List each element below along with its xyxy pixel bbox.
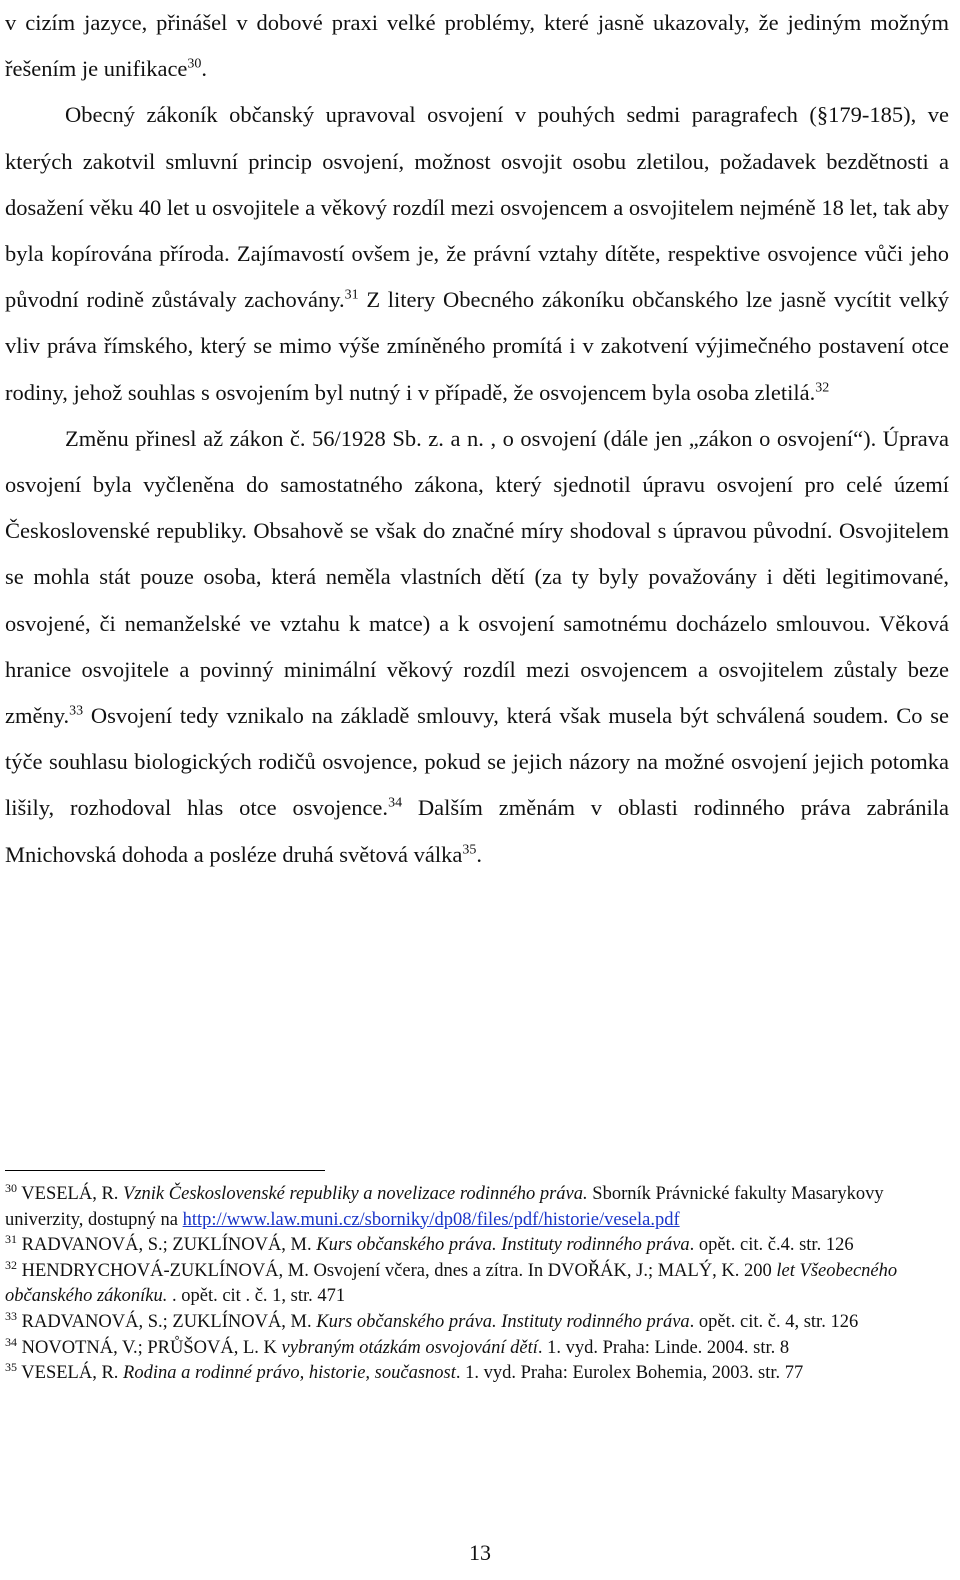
- footnote-text: . 1. vyd. Praha: Eurolex Bohemia, 2003. str. 77: [455, 1363, 804, 1384]
- footnote-ref-33[interactable]: 33: [69, 703, 84, 719]
- footnote-34: [5, 1336, 945, 1362]
- footnote-ref-34[interactable]: 34: [388, 795, 403, 811]
- footnote-number: 35: [5, 1360, 17, 1374]
- paragraph-1: [5, 0, 949, 92]
- footnote-title: Kurs občanského práva. Instituty rodinného práva: [316, 1311, 690, 1332]
- footnote-separator: [5, 1170, 325, 1171]
- footnote-number: 33: [5, 1308, 17, 1323]
- footnote-title: Kurs občanského práva. Instituty rodinného práva: [316, 1235, 690, 1256]
- footnote-35: [5, 1361, 945, 1387]
- footnote-title: vybraným otázkám osvojování dětí: [281, 1337, 538, 1358]
- paragraph-text: .: [201, 56, 208, 82]
- footnote-title: Vznik Československé republiky a novelizace rodinného práva.: [123, 1184, 588, 1204]
- footnote-ref-30[interactable]: 30: [187, 56, 202, 72]
- footnote-number: 31: [5, 1232, 17, 1247]
- footnote-text: . 1. vyd. Praha: Linde. 2004. str. 8: [537, 1337, 790, 1358]
- paragraph-3: [5, 416, 949, 878]
- footnotes: [5, 1182, 945, 1387]
- footnote-ref-31[interactable]: 31: [344, 287, 359, 303]
- footnote-ref-35[interactable]: 35: [462, 842, 477, 858]
- footnote-32: [5, 1259, 945, 1310]
- footnote-text: HENDRYCHOVÁ-ZUKLÍNOVÁ, M. Osvojení včera, dnes a zítra. In DVOŘÁK, J.; MALÝ, K. 200: [17, 1260, 777, 1281]
- footnote-text: . opět. cit . č. 1, str. 471: [167, 1286, 346, 1307]
- footnote-text: . opět. cit. č.4. str. 126: [689, 1235, 854, 1256]
- paragraph-text: Dalším změnám v oblasti rodinného práva zabránila Mnichovská dohoda a posléze druhá světová válka: [5, 795, 950, 867]
- footnote-30: [5, 1182, 945, 1233]
- footnote-author: RADVANOVÁ, S.; ZUKLÍNOVÁ, M.: [17, 1311, 317, 1332]
- paragraph-text: Z litery Obecného zákoníku občanského lze jasně vycítit velký vliv práva římského, který se mimo výše zmíněného promítá i v zakotvení výjimečného postavení otce rodiny, jehož souhlas s osvojením byl nutný i v případě, že osvojencem byla osoba zletilá.: [5, 287, 949, 405]
- footnote-number: 30: [5, 1180, 17, 1195]
- footnote-author: NOVOTNÁ, V.; PRŮŠOVÁ, L. K: [17, 1337, 282, 1358]
- paragraph-text: Změnu přinesl až zákon č. 56/1928 Sb. z. a n. , o osvojení (dále jen „zákon o osvojení“). Úprava osvojení byla vyčleněna do samostatného zákona, který sjednotil úpravu osvojení pro celé území Československé republiky. Obsahově se však do značné míry shodoval s úpravou původní. Osvojitelem se mohla stát pouze osoba, která neměla vlastních dětí (za ty byly považovány i děti legitimované, osvojené, či nemanželské ve vztahu k matce) a k osvojení samotnému docházelo smlouvou. Věková hranice osvojitele a povinný minimální věkový rozdíl mezi osvojencem a osvojitelem zůstaly beze změny.: [5, 425, 949, 729]
- paragraph-text: .: [476, 841, 482, 867]
- footnote-title: let Všeobecného občanského zákoníku.: [5, 1260, 898, 1307]
- footnote-author: VESELÁ, R.: [17, 1363, 124, 1384]
- paragraph-text: v cizím jazyce, přinášel v dobové praxi velké problémy, které jasně ukazovaly, že jediným možným řešením je unifikace: [5, 10, 949, 82]
- footnote-ref-32[interactable]: 32: [815, 380, 830, 396]
- footnote-author: RADVANOVÁ, S.; ZUKLÍNOVÁ, M.: [17, 1235, 317, 1256]
- footnote-text: Sborník Právnické fakulty Masarykovy univerzity, dostupný na: [5, 1184, 884, 1230]
- footnote-number: 34: [5, 1334, 17, 1349]
- body-text: [5, 0, 949, 878]
- footnote-title: Rodina a rodinné právo, historie, současnost: [123, 1363, 456, 1384]
- page-number: 13: [469, 1540, 491, 1565]
- footnote-31: [5, 1233, 945, 1259]
- footnote-text: . opět. cit. č. 4, str. 126: [689, 1311, 859, 1332]
- paragraph-text: Obecný zákoník občanský upravoval osvojení v pouhých sedmi paragrafech (§179-185), ve kterých zakotvil smluvní princip osvojení, možnost osvojit osobu zletilou, požadavek bezdětnosti a dosažení věku 40 let u osvojitele a věkový rozdíl mezi osvojencem a osvojitelem nejméně 18 let, tak aby byla kopírována příroda. Zajímavostí ovšem je, že právní vztahy dítěte, respektive osvojence vůči jeho původní rodině zůstávaly zachovány.: [5, 102, 949, 313]
- footnote-33: [5, 1310, 945, 1336]
- footnote-author: VESELÁ, R.: [17, 1184, 124, 1204]
- paragraph-2: [5, 92, 949, 415]
- footnote-link[interactable]: http://www.law.muni.cz/sborniky/dp08/files/pdf/historie/vesela.pdf: [182, 1209, 680, 1230]
- footnote-number: 32: [5, 1257, 17, 1272]
- paragraph-text: Osvojení tedy vznikalo na základě smlouvy, která však musela být schválená soudem. Co se týče souhlasu biologických rodičů osvojence, pokud se jejich názory na možné osvojení jejich potomka lišily, rozhodoval hlas otce osvojence.: [5, 703, 949, 821]
